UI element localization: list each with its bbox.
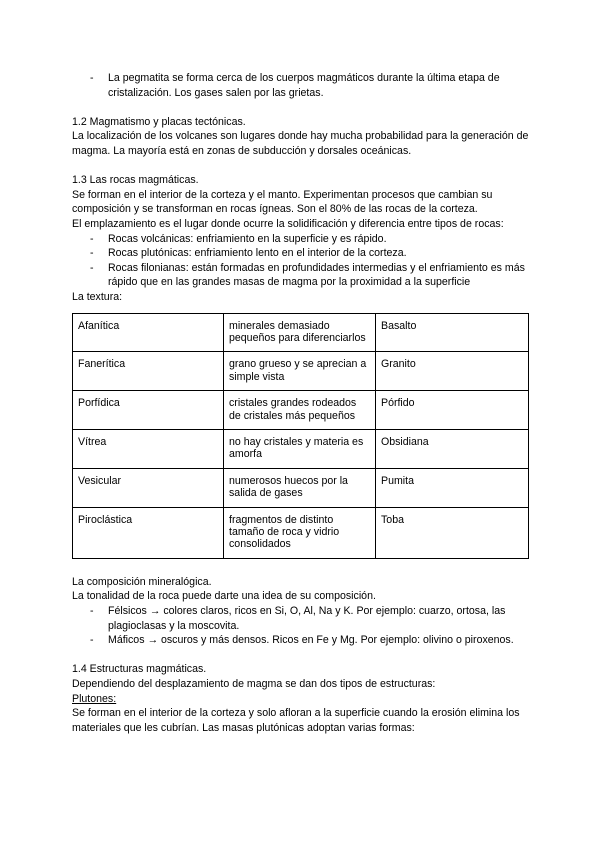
composition-paragraph: La tonalidad de la roca puede darte una idea de su composición. <box>72 590 376 603</box>
texture-table <box>72 313 529 559</box>
table-row <box>73 313 529 352</box>
table-row <box>73 468 529 507</box>
list-item: - Rocas volcánicas: enfriamiento en la superficie y es rápido. <box>72 232 532 247</box>
list-item: - Rocas filonianas: están formadas en profundidades intermedias y el enfriamiento es más rápido que en las grandes masas de magma por la proximidad a la superficie <box>72 261 532 290</box>
table-row <box>73 429 529 468</box>
plutones-subheading: Plutones: <box>72 692 117 705</box>
rock-types-list <box>72 232 532 290</box>
table-cell: Obsidiana <box>376 429 529 468</box>
list-item: - Rocas plutónicas: enfriamiento lento en el interior de la corteza. <box>72 246 532 261</box>
section-heading-1-4: 1.4 Estructuras magmáticas. <box>72 663 207 676</box>
section-heading-1-3: 1.3 Las rocas magmáticas. <box>72 174 199 187</box>
intro-bullet-list <box>72 71 532 100</box>
table-cell: Piroclástica <box>73 507 224 558</box>
table-cell: Granito <box>376 352 529 391</box>
table-row <box>73 391 529 430</box>
document-content <box>72 71 532 735</box>
table-cell: minerales demasiado pequeños para diferenciarlos <box>224 313 376 352</box>
texture-label: La textura: <box>72 290 123 303</box>
section-paragraph-1-4: Dependiendo del desplazamiento de magma se dan dos tipos de estructuras: <box>72 677 436 690</box>
composition-list <box>72 604 532 648</box>
table-cell: Vesicular <box>73 468 224 507</box>
table-cell: Toba <box>376 507 529 558</box>
table-cell: Pumita <box>376 468 529 507</box>
table-cell: Porfídica <box>73 391 224 430</box>
table-cell: Fanerítica <box>73 352 224 391</box>
section-paragraph-1-3-a: Se forman en el interior de la corteza y el manto. Experimentan procesos que cambian su composición y se transforman en rocas ígneas. Son el 80% de las rocas de la corteza. <box>72 188 493 216</box>
list-item: - La pegmatita se forma cerca de los cuerpos magmáticos durante la última etapa de cristalización. Los gases salen por las grietas. <box>72 71 532 100</box>
section-paragraph-1-2: La localización de los volcanes son lugares donde hay mucha probabilidad para la generación de magma. La mayoría está en zonas de subducción y dorsales oceánicas. <box>72 130 529 157</box>
table-row <box>73 352 529 391</box>
composition-label: La composición mineralógica. <box>72 575 212 588</box>
table-cell: no hay cristales y materia es amorfa <box>224 429 376 468</box>
list-item: - Máficos → oscuros y más densos. Ricos en Fe y Mg. Por ejemplo: olivino o piroxenos. <box>72 633 532 648</box>
table-cell: Vítrea <box>73 429 224 468</box>
table-cell: cristales grandes rodeados de cristales más pequeños <box>224 391 376 430</box>
table-cell: grano grueso y se aprecian a simple vista <box>224 352 376 391</box>
table-cell: fragmentos de distinto tamaño de roca y vidrio consolidados <box>224 507 376 558</box>
plutones-paragraph: Se forman en el interior de la corteza y solo afloran a la superficie cuando la erosión elimina los materiales que les cubrían. Las masas plutónicas adoptan varias formas: <box>72 707 520 734</box>
table-cell: numerosos huecos por la salida de gases <box>224 468 376 507</box>
table-cell: Pórfido <box>376 391 529 430</box>
section-paragraph-1-3-b: El emplazamiento es el lugar donde ocurre la solidificación y diferencia entre tipos de rocas: <box>72 217 504 230</box>
table-row <box>73 507 529 558</box>
section-heading-1-2: 1.2 Magmatismo y placas tectónicas. <box>72 115 246 128</box>
list-item: - Félsicos → colores claros, ricos en Si, O, Al, Na y K. Por ejemplo: cuarzo, ortosa, las plagioclasas y la moscovita. <box>72 604 532 633</box>
table-cell: Afanítica <box>73 313 224 352</box>
table-cell: Basalto <box>376 313 529 352</box>
